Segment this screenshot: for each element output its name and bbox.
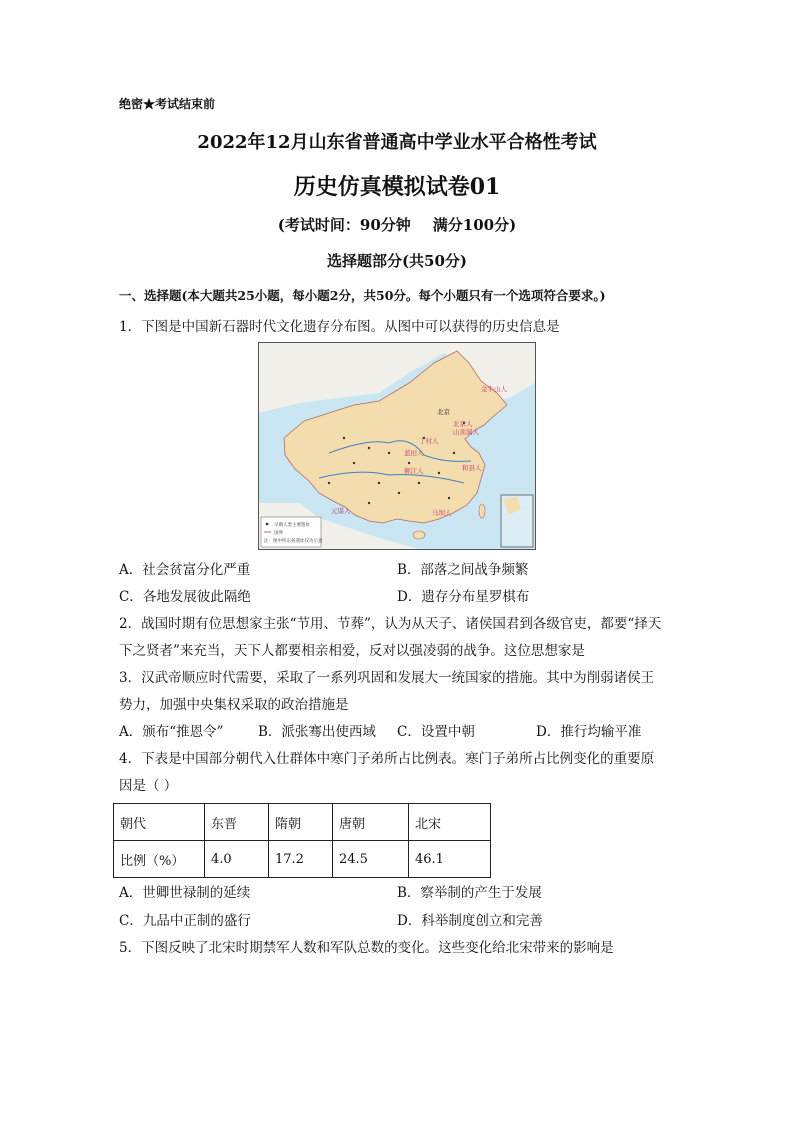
table-cell: 比例（%）	[114, 841, 205, 878]
legend-border: 国界	[274, 531, 283, 536]
table-cell: 46.1	[409, 841, 491, 878]
exam-time-score	[0, 214, 794, 235]
map-label-yuanmou: 元谋人	[331, 507, 351, 515]
neolithic-sites-map	[258, 342, 536, 550]
legend-sites: 早期人类主要遗址	[274, 523, 310, 528]
table-header-cell: 朝代	[114, 804, 205, 841]
q1-option-a[interactable]: A．社会贫富分化严重	[119, 562, 251, 578]
map-label-beijing: 北京	[437, 408, 450, 416]
secret-mark: 绝密★考试结束前	[119, 97, 216, 111]
question-5-stem: 5．下图反映了北宋时期禁军人数和军队总数的变化。这些变化给北宋带来的影响是	[119, 940, 614, 956]
q3-option-b[interactable]: B．派张骞出使西域	[258, 724, 376, 740]
question-3-line-2: 势力，加强中央集权采取的政治措施是	[119, 697, 349, 713]
q4-option-b[interactable]: B．察举制的产生于发展	[397, 885, 542, 901]
map-label-beijingren: 北京人	[453, 420, 473, 428]
china-map-graphic	[259, 343, 535, 549]
paper-title: 历史仿真模拟试卷01	[293, 174, 501, 200]
exam-title: 2022年12月山东省普通高中学业水平合格性考试	[197, 132, 597, 153]
map-label-liujiang: 柳江人	[404, 467, 424, 475]
map-label-maba: 马坝人	[432, 509, 452, 517]
map-label-shandingdong: 山顶洞人	[453, 428, 479, 436]
section-title: 选择题部分(共50分)	[326, 252, 468, 270]
q1-option-b[interactable]: B．部落之间战争频繁	[397, 562, 529, 578]
exam-time: (考试时间：90分钟	[277, 216, 411, 234]
map-label-hexian: 和县人	[462, 464, 482, 472]
q3-option-c[interactable]: C．设置中朝	[397, 724, 475, 740]
table-cell: 4.0	[205, 841, 269, 878]
table-header-cell: 东晋	[205, 804, 269, 841]
table-header-cell: 隋朝	[269, 804, 333, 841]
dynasty-ratio-table	[113, 803, 491, 878]
q3-option-d[interactable]: D．推行均输平准	[536, 724, 642, 740]
map-label-dingcun: 丁村人	[419, 437, 439, 445]
question-4-line-1: 4．下表是中国部分朝代入仕群体中寒门子弟所占比例表。寒门子弟所占比例变化的重要原	[119, 751, 655, 767]
question-1-stem: 1．下图是中国新石器时代文化遗存分布图。从图中可以获得的历史信息是	[119, 319, 560, 335]
q4-option-d[interactable]: D．科举制度创立和完善	[397, 913, 543, 929]
table-header-cell: 唐朝	[333, 804, 409, 841]
map-label-lantian: 蓝田人	[404, 449, 424, 457]
table-header-row	[114, 804, 491, 841]
table-cell: 17.2	[269, 841, 333, 878]
q4-option-a[interactable]: A．世卿世禄制的延续	[119, 885, 251, 901]
table-cell: 24.5	[333, 841, 409, 878]
map-label-jinniushan: 金牛山人	[481, 385, 507, 393]
q1-option-c[interactable]: C．各地发展彼此隔绝	[119, 589, 251, 605]
question-2-line-2: 下之贤者”来充当，天下人都要相亲相爱，反对以强凌弱的战争。这位思想家是	[119, 643, 585, 659]
full-score: 满分100分)	[432, 216, 517, 234]
question-3-line-1: 3．汉武帝顺应时代需要，采取了一系列巩固和发展大一统国家的措施。其中为削弱诸侯王	[119, 670, 655, 686]
table-row	[114, 841, 491, 878]
legend-note: 注：图中所示各遗址仅为示意	[264, 539, 323, 544]
question-2-line-1: 2．战国时期有位思想家主张“节用、节葬”，认为从天子、诸侯国君到各级官吏，都要“择天	[119, 616, 662, 632]
q3-option-a[interactable]: A．颁布“推恩令”	[119, 724, 224, 740]
table-header-cell: 北宋	[409, 804, 491, 841]
section-instructions: 一、选择题(本大题共25小题，每小题2分，共50分。每个小题只有一个选项符合要求。)	[119, 288, 606, 303]
question-4-line-2: 因是（ ）	[119, 778, 178, 794]
q1-option-d[interactable]: D．遗存分布星罗棋布	[397, 589, 530, 605]
q4-option-c[interactable]: C．九品中正制的盛行	[119, 913, 251, 929]
